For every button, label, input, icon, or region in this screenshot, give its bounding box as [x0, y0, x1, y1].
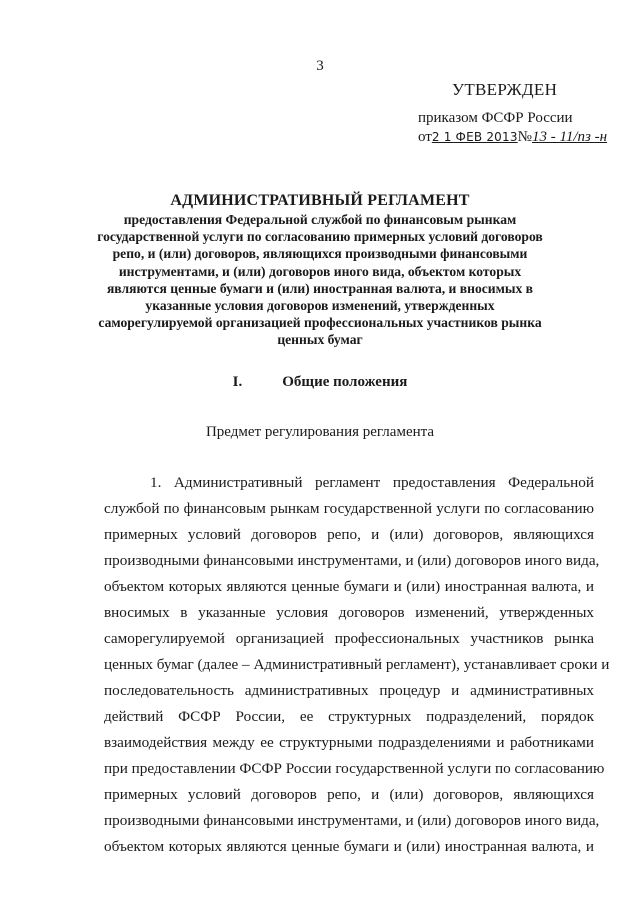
number-label: №	[517, 129, 532, 145]
subtitle-line: указанные условия договоров изменений, утвержденных	[145, 298, 495, 314]
approved-title: УТВЕРЖДЕН	[452, 80, 558, 99]
paragraph-line: службой по финансовым рынкам государственной услуги по согласованию	[104, 500, 594, 517]
paragraph-line: объектом которых являются ценные бумаги и (или) иностранная валюта, и	[104, 838, 594, 855]
paragraph-line: примерных условий договоров репо, и (или) договоров, являющихся	[104, 526, 594, 543]
paragraph-line: вносимых в указанные условия договоров изменений, утвержденных	[104, 604, 594, 621]
paragraph-line: саморегулируемой организацией профессиональных участников рынка	[104, 630, 594, 647]
section-number: I.	[232, 374, 243, 390]
body-paragraph	[104, 470, 610, 860]
approval-date-stamp: 2 1 ФЕВ 2013	[431, 130, 518, 144]
subtitle-line: ценных бумаг	[277, 332, 363, 348]
document-subtitle	[80, 211, 560, 349]
paragraph-line: последовательность административных процедур и административных	[104, 682, 594, 699]
approval-date-number	[418, 129, 618, 146]
paragraph-line: взаимодействия между ее структурными подразделениями и работниками	[104, 734, 594, 751]
paragraph-line: при предоставлении ФСФР России государственной услуги по согласованию	[104, 760, 605, 777]
subtitle-line: государственной услуги по согласованию примерных условий договоров	[97, 229, 543, 245]
paragraph-line: 1. Административный регламент предоставления Федеральной	[150, 474, 594, 491]
subtitle-line: являются ценные бумаги и (или) иностранная валюта, и вносимых в	[106, 280, 534, 296]
approved-order: приказом ФСФР России	[418, 110, 573, 126]
subsection-heading: Предмет регулирования регламента	[205, 424, 435, 440]
subtitle-line: инструментами, и (или) договоров иного вида, объектом которых	[118, 263, 522, 279]
section-heading	[0, 374, 640, 391]
paragraph-line: ценных бумаг (далее – Административный регламент), устанавливает сроки и	[104, 656, 610, 673]
subtitle-line: саморегулируемой организацией профессиональных участников рынка	[98, 315, 542, 331]
section-title: Общие положения	[282, 374, 408, 390]
approval-number-handwritten: 13 - 11/пз -н	[531, 129, 608, 145]
paragraph-line: примерных условий договоров репо, и (или) договоров, являющихся	[104, 786, 594, 803]
paragraph-line: производными финансовыми инструментами, и (или) договоров иного вида,	[104, 552, 600, 569]
subtitle-line: репо, и (или) договоров, являющихся производными финансовыми	[112, 246, 528, 262]
subtitle-line: предоставления Федеральной службой по финансовым рынкам	[123, 212, 517, 227]
paragraph-line: производными финансовыми инструментами, и (или) договоров иного вида,	[104, 812, 600, 829]
approval-block	[418, 80, 618, 146]
paragraph-line: объектом которых являются ценные бумаги и (или) иностранная валюта, и	[104, 578, 594, 595]
paragraph-line: действий ФСФР России, ее структурных подразделений, порядок	[104, 708, 594, 725]
document-title: АДМИНИСТРАТИВНЫЙ РЕГЛАМЕНТ	[170, 192, 470, 209]
from-label: от	[418, 129, 432, 145]
page-number: 3	[316, 58, 324, 74]
